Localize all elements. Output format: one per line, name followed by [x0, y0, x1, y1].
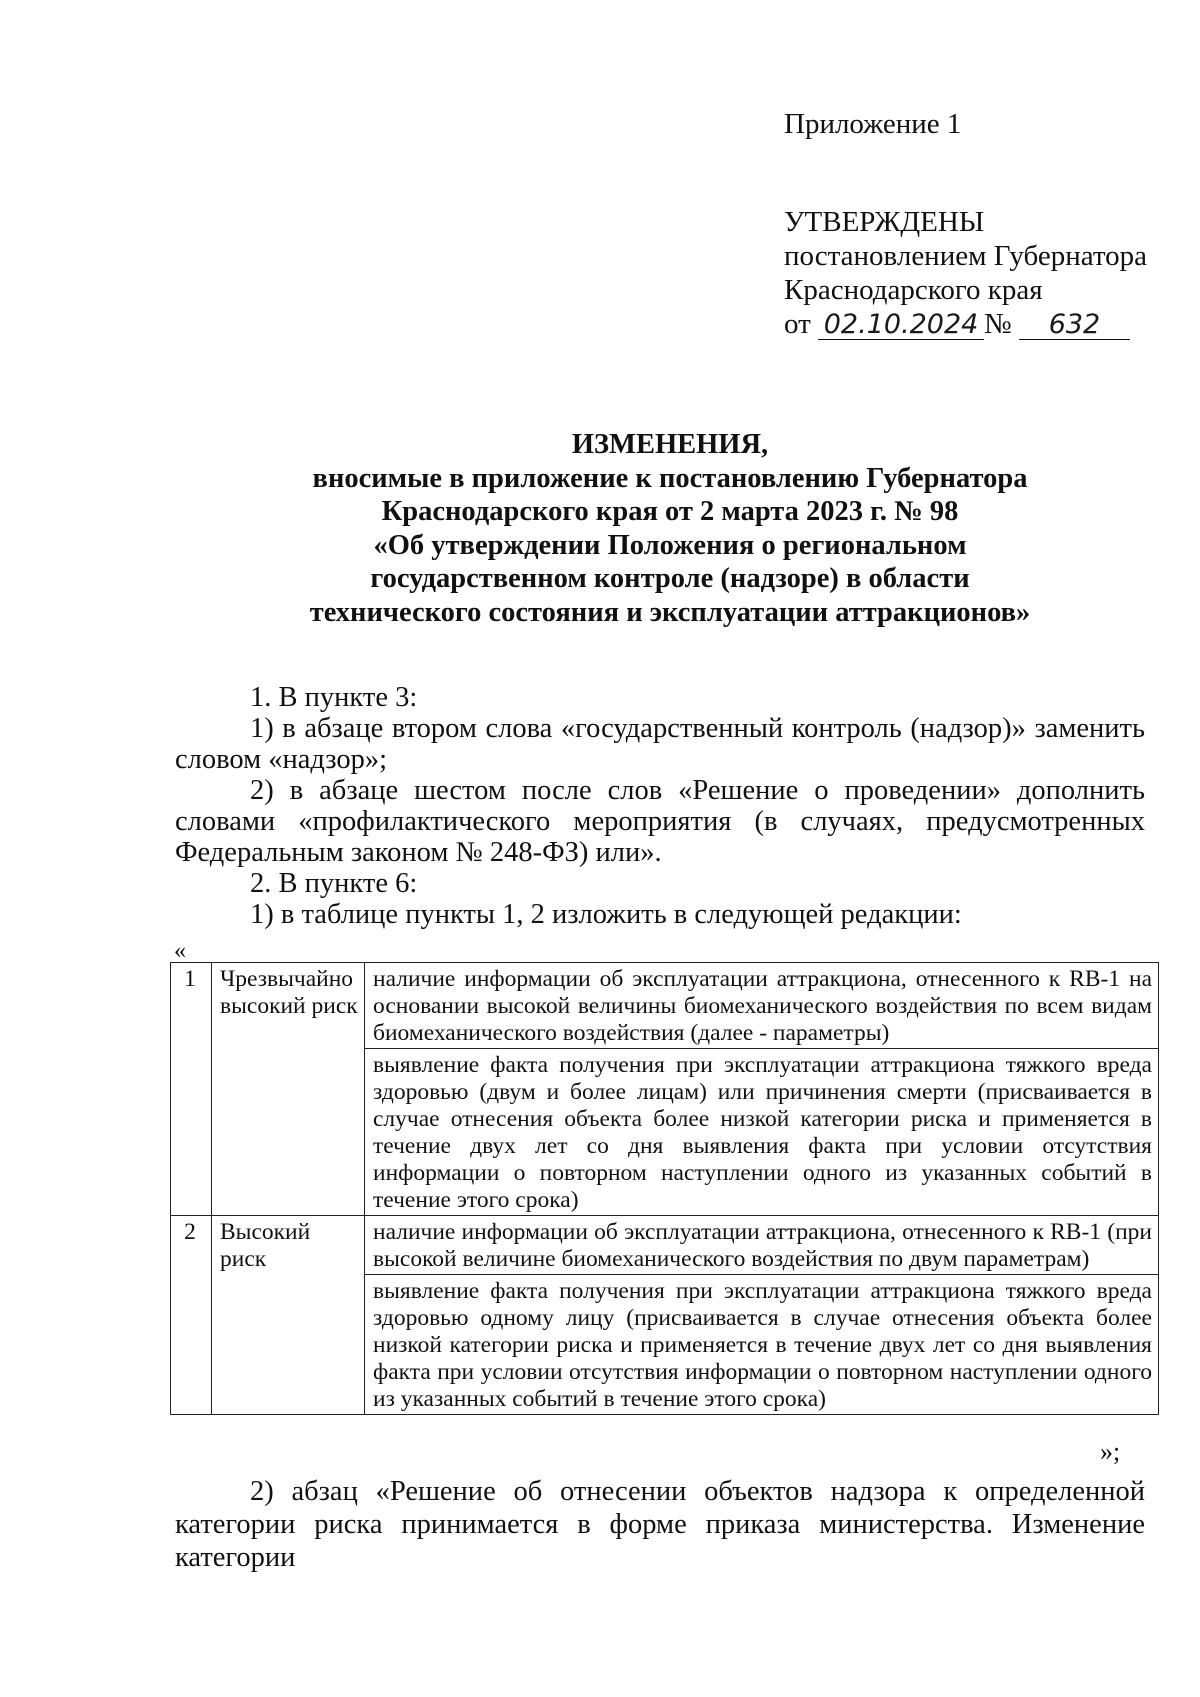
paragraph-table-intro: 1) в таблице пункты 1, 2 изложить в следующей редакции: [250, 899, 962, 930]
risk-category: Высокий риск [212, 1216, 365, 1415]
risk-criterion: наличие информации об эксплуатации аттракциона, отнесенного к RB-1 (при высокой величине биомеханического воздействия по двум параметрам) [365, 1216, 1159, 1275]
paragraph-point-3: 1. В пункте 3: [250, 682, 418, 713]
document-title [175, 428, 1165, 629]
risk-category: Чрезвычайно высокий риск [212, 963, 365, 1216]
title-line-4: «Об утверждении Положения о региональном [373, 529, 967, 561]
paragraph-point-6: 2. В пункте 6: [250, 868, 418, 899]
table-row [171, 963, 1159, 1049]
paragraph-subpoint-2: 2) в абзаце шестом после слов «Решение о проведении» дополнить словами «профилактического мероприятия (в случаях, предусмотренных Федеральным законом № 248-ФЗ) или». [175, 775, 1145, 868]
approval-block [784, 205, 1147, 341]
approved-heading: УТВЕРЖДЕНЫ [784, 206, 985, 238]
title-line-5: государственном контроле (надзоре) в области [370, 563, 970, 594]
row-number: 2 [171, 1216, 212, 1415]
risk-criterion: выявление факта получения при эксплуатации аттракциона тяжкого вреда здоровью одному лицу (присваивается в случае отнесения объекта более низкой категории риска и применяется в течение двух лет со дня выявления факта при условии отсутствия информации о повторном наступлении одного из указанных событий в течение этого срока) [365, 1275, 1159, 1415]
approved-region-line: Краснодарского края [784, 274, 1043, 306]
risk-category-table [170, 962, 1159, 1415]
handwritten-date: 02.10.2024 [818, 311, 984, 340]
risk-criterion: наличие информации об эксплуатации аттракциона, отнесенного к RB-1 на основании высокой величины биомеханического воздействия по всем видам биомеханического воздействия (далее - параметры) [365, 963, 1159, 1049]
risk-criterion: выявление факта получения при эксплуатации аттракциона тяжкого вреда здоровью (двум и более лицам) или причинения смерти (присваивается в случае отнесения объекта более низкой категории риска и применяется в течение двух лет со дня выявления факта при условии отсутствия информации о повторном наступлении одного из указанных событий в течение этого срока) [365, 1049, 1159, 1216]
title-line-1: ИЗМЕНЕНИЯ, [571, 429, 769, 460]
quote-open: « [174, 938, 186, 964]
date-prefix: от [784, 308, 811, 340]
handwritten-number: 632 [1019, 311, 1130, 340]
paragraph-subpoint-1: 1) в абзаце втором слова «государственный контроль (надзор)» заменить словом «надзор»; [175, 713, 1145, 775]
table-row [171, 1216, 1159, 1275]
quote-close: »; [1100, 1437, 1121, 1466]
title-line-2: вносимые в приложение к постановлению Губернатора [312, 462, 1028, 494]
number-sign: № [984, 308, 1012, 340]
paragraph-subpoint-2-point-6: 2) абзац «Решение об отнесении объектов надзора к определенной категории риска принимается в форме приказа министерства. Изменение категории [175, 1476, 1145, 1573]
approved-by-line: постановлением Губернатора [784, 240, 1148, 272]
appendix-label: Приложение 1 [784, 108, 962, 140]
approval-date-line [784, 307, 1147, 341]
document-body-continued [175, 1475, 1145, 1574]
document-body [175, 682, 1145, 930]
title-line-6: технического состояния и эксплуатации аттракционов» [309, 596, 1031, 628]
row-number: 1 [171, 963, 212, 1216]
title-line-3: Краснодарского края от 2 марта 2023 г. № 98 [381, 496, 959, 527]
